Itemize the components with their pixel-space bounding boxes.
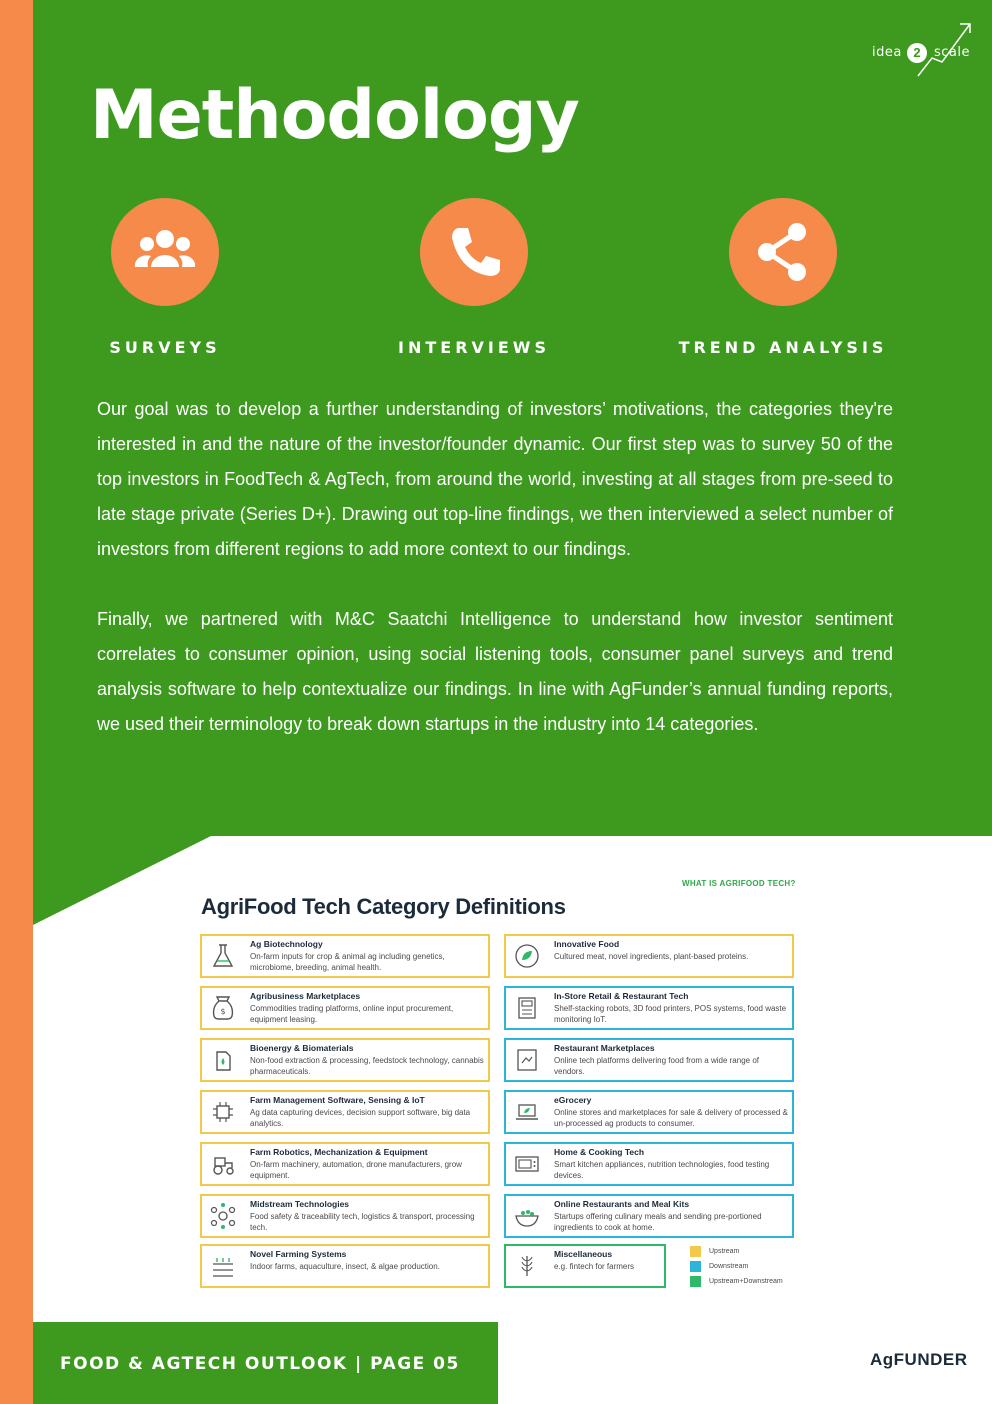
category-card [200,1142,490,1186]
category-desc: Cultured meat, novel ingredients, plant-based proteins. [554,952,749,961]
logo-word-right: scale [934,45,970,60]
category-card [504,1244,666,1288]
category-desc: Online stores and marketplaces for sale & delivery of processed & un-processed ag products to consumer. [554,1108,788,1128]
idea2scale-logo [862,18,974,88]
chip-icon [209,1098,237,1126]
legend-label: Upstream+Downstream [709,1277,783,1285]
stream-legend [690,1244,783,1289]
category-desc: Ag data capturing devices, decision support software, big data analytics. [250,1108,471,1128]
surveys-circle [111,198,219,306]
category-card [200,1038,490,1082]
flask-icon [209,942,237,970]
category-card [200,1090,490,1134]
category-name: Innovative Food [554,939,620,949]
svg-text:$: $ [220,1007,226,1016]
bowl-icon [513,1202,541,1230]
footer-text: FOOD & AGTECH OUTLOOK | PAGE 05 [60,1354,460,1374]
legend-item [690,1244,783,1258]
category-name: In-Store Retail & Restaurant Tech [554,991,689,1001]
microwave-icon [513,1150,541,1178]
phone-icon [444,222,504,282]
category-definitions-figure [195,874,810,1299]
category-card [504,934,794,978]
network-icon [209,1202,237,1230]
category-card [200,986,490,1030]
logo-word-left: idea [872,45,902,60]
legend-swatch [690,1246,701,1257]
category-name: Ag Biotechnology [250,939,323,949]
interviews-label: INTERVIEWS [398,338,550,357]
category-desc: Commodities trading platforms, online input procurement, equipment leasing. [250,1004,454,1024]
category-desc: Smart kitchen appliances, nutrition technologies, food testing devices. [554,1160,770,1180]
category-card [200,1194,490,1238]
tablet-icon [513,1046,541,1074]
left-accent-strip [0,0,33,1404]
category-name: Novel Farming Systems [250,1249,347,1259]
category-name: eGrocery [554,1095,592,1105]
category-name: Farm Robotics, Mechanization & Equipment [250,1147,428,1157]
category-name: Midstream Technologies [250,1199,350,1209]
group-icon [133,227,197,277]
money-bag-icon [209,994,237,1022]
category-name: Miscellaneous [554,1249,613,1259]
agfunder-logo: AgFUNDER [870,1350,968,1369]
method-trend-analysis [663,198,903,357]
tractor-icon [209,1150,237,1178]
category-name: Farm Management Software, Sensing & IoT [250,1095,425,1105]
share-icon [751,220,815,284]
indoor-farm-icon [209,1252,237,1280]
surveys-label: SURVEYS [109,338,221,357]
paragraph: Our goal was to develop a further understanding of investors’ motivations, the categories they're interested in and the nature of the investor/founder dynamic. Our first step was to survey 50 of the top investors in FoodTech & AgTech, from around the world, investing at all stages from pre-seed to late stage private (Series D+). Drawing out top-line findings, we then interviewed a select number of investors from different regions to add more context to our findings. [97,399,893,559]
wheat-icon [513,1252,541,1280]
legend-label: Downstream [709,1262,749,1270]
category-card [200,934,490,978]
method-surveys [45,198,285,357]
category-desc: On-farm inputs for crop & animal ag including genetics, microbiome, breeding, animal health. [250,952,445,972]
category-desc: Food safety & traceability tech, logistics & transport, processing tech. [250,1212,475,1232]
laptop-icon [513,1098,541,1126]
category-card [504,1142,794,1186]
figure-title: AgriFood Tech Category Definitions [201,894,566,919]
category-desc: Startups offering culinary meals and sending pre-portioned ingredients to cook at home. [554,1212,762,1232]
legend-swatch [690,1261,701,1272]
figure-eyebrow: WHAT IS AGRIFOOD TECH? [682,879,796,888]
category-card [504,986,794,1030]
category-desc: Shelf-stacking robots, 3D food printers, POS systems, food waste monitoring IoT. [554,1004,787,1024]
legend-item [690,1259,783,1273]
category-desc: e.g. fintech for farmers [554,1262,635,1271]
trend-analysis-label: TREND ANALYSIS [678,338,888,357]
category-desc: On-farm machinery, automation, drone manufacturers, grow equipment. [250,1160,462,1180]
category-name: Home & Cooking Tech [554,1147,645,1157]
panel-wedge [33,835,213,925]
page-title: Methodology [90,76,579,155]
trend-circle [729,198,837,306]
paragraph: Finally, we partnered with M&C Saatchi Intelligence to understand how investor sentiment correlates to consumer opinion, using social listening tools, consumer panel surveys and trend analysis software to help contextualize our findings. In line with AgFunder’s annual funding reports, we used their terminology to break down startups in the industry into 14 categories. [97,609,893,734]
method-interviews [354,198,594,357]
legend-item [690,1274,783,1288]
category-desc: Non-food extraction & processing, feedstock technology, cannabis pharmaceuticals. [250,1056,484,1076]
register-icon [513,994,541,1022]
category-desc: Online tech platforms delivering food from a wide range of vendors. [554,1056,759,1076]
legend-label: Upstream [709,1247,740,1255]
fuel-can-icon [209,1046,237,1074]
category-card [504,1090,794,1134]
category-card [200,1244,490,1288]
leaf-badge-icon [513,942,541,970]
category-name: Online Restaurants and Meal Kits [554,1199,690,1209]
legend-swatch [690,1276,701,1287]
methodology-body [97,392,893,777]
category-name: Agribusiness Marketplaces [250,991,361,1001]
logo-number: 2 [907,43,927,63]
footer-bar [33,1322,498,1404]
category-card [504,1038,794,1082]
category-name: Restaurant Marketplaces [554,1043,655,1053]
category-name: Bioenergy & Biomaterials [250,1043,354,1053]
category-card [504,1194,794,1238]
category-desc: Indoor farms, aquaculture, insect, & algae production. [250,1262,440,1271]
interviews-circle [420,198,528,306]
